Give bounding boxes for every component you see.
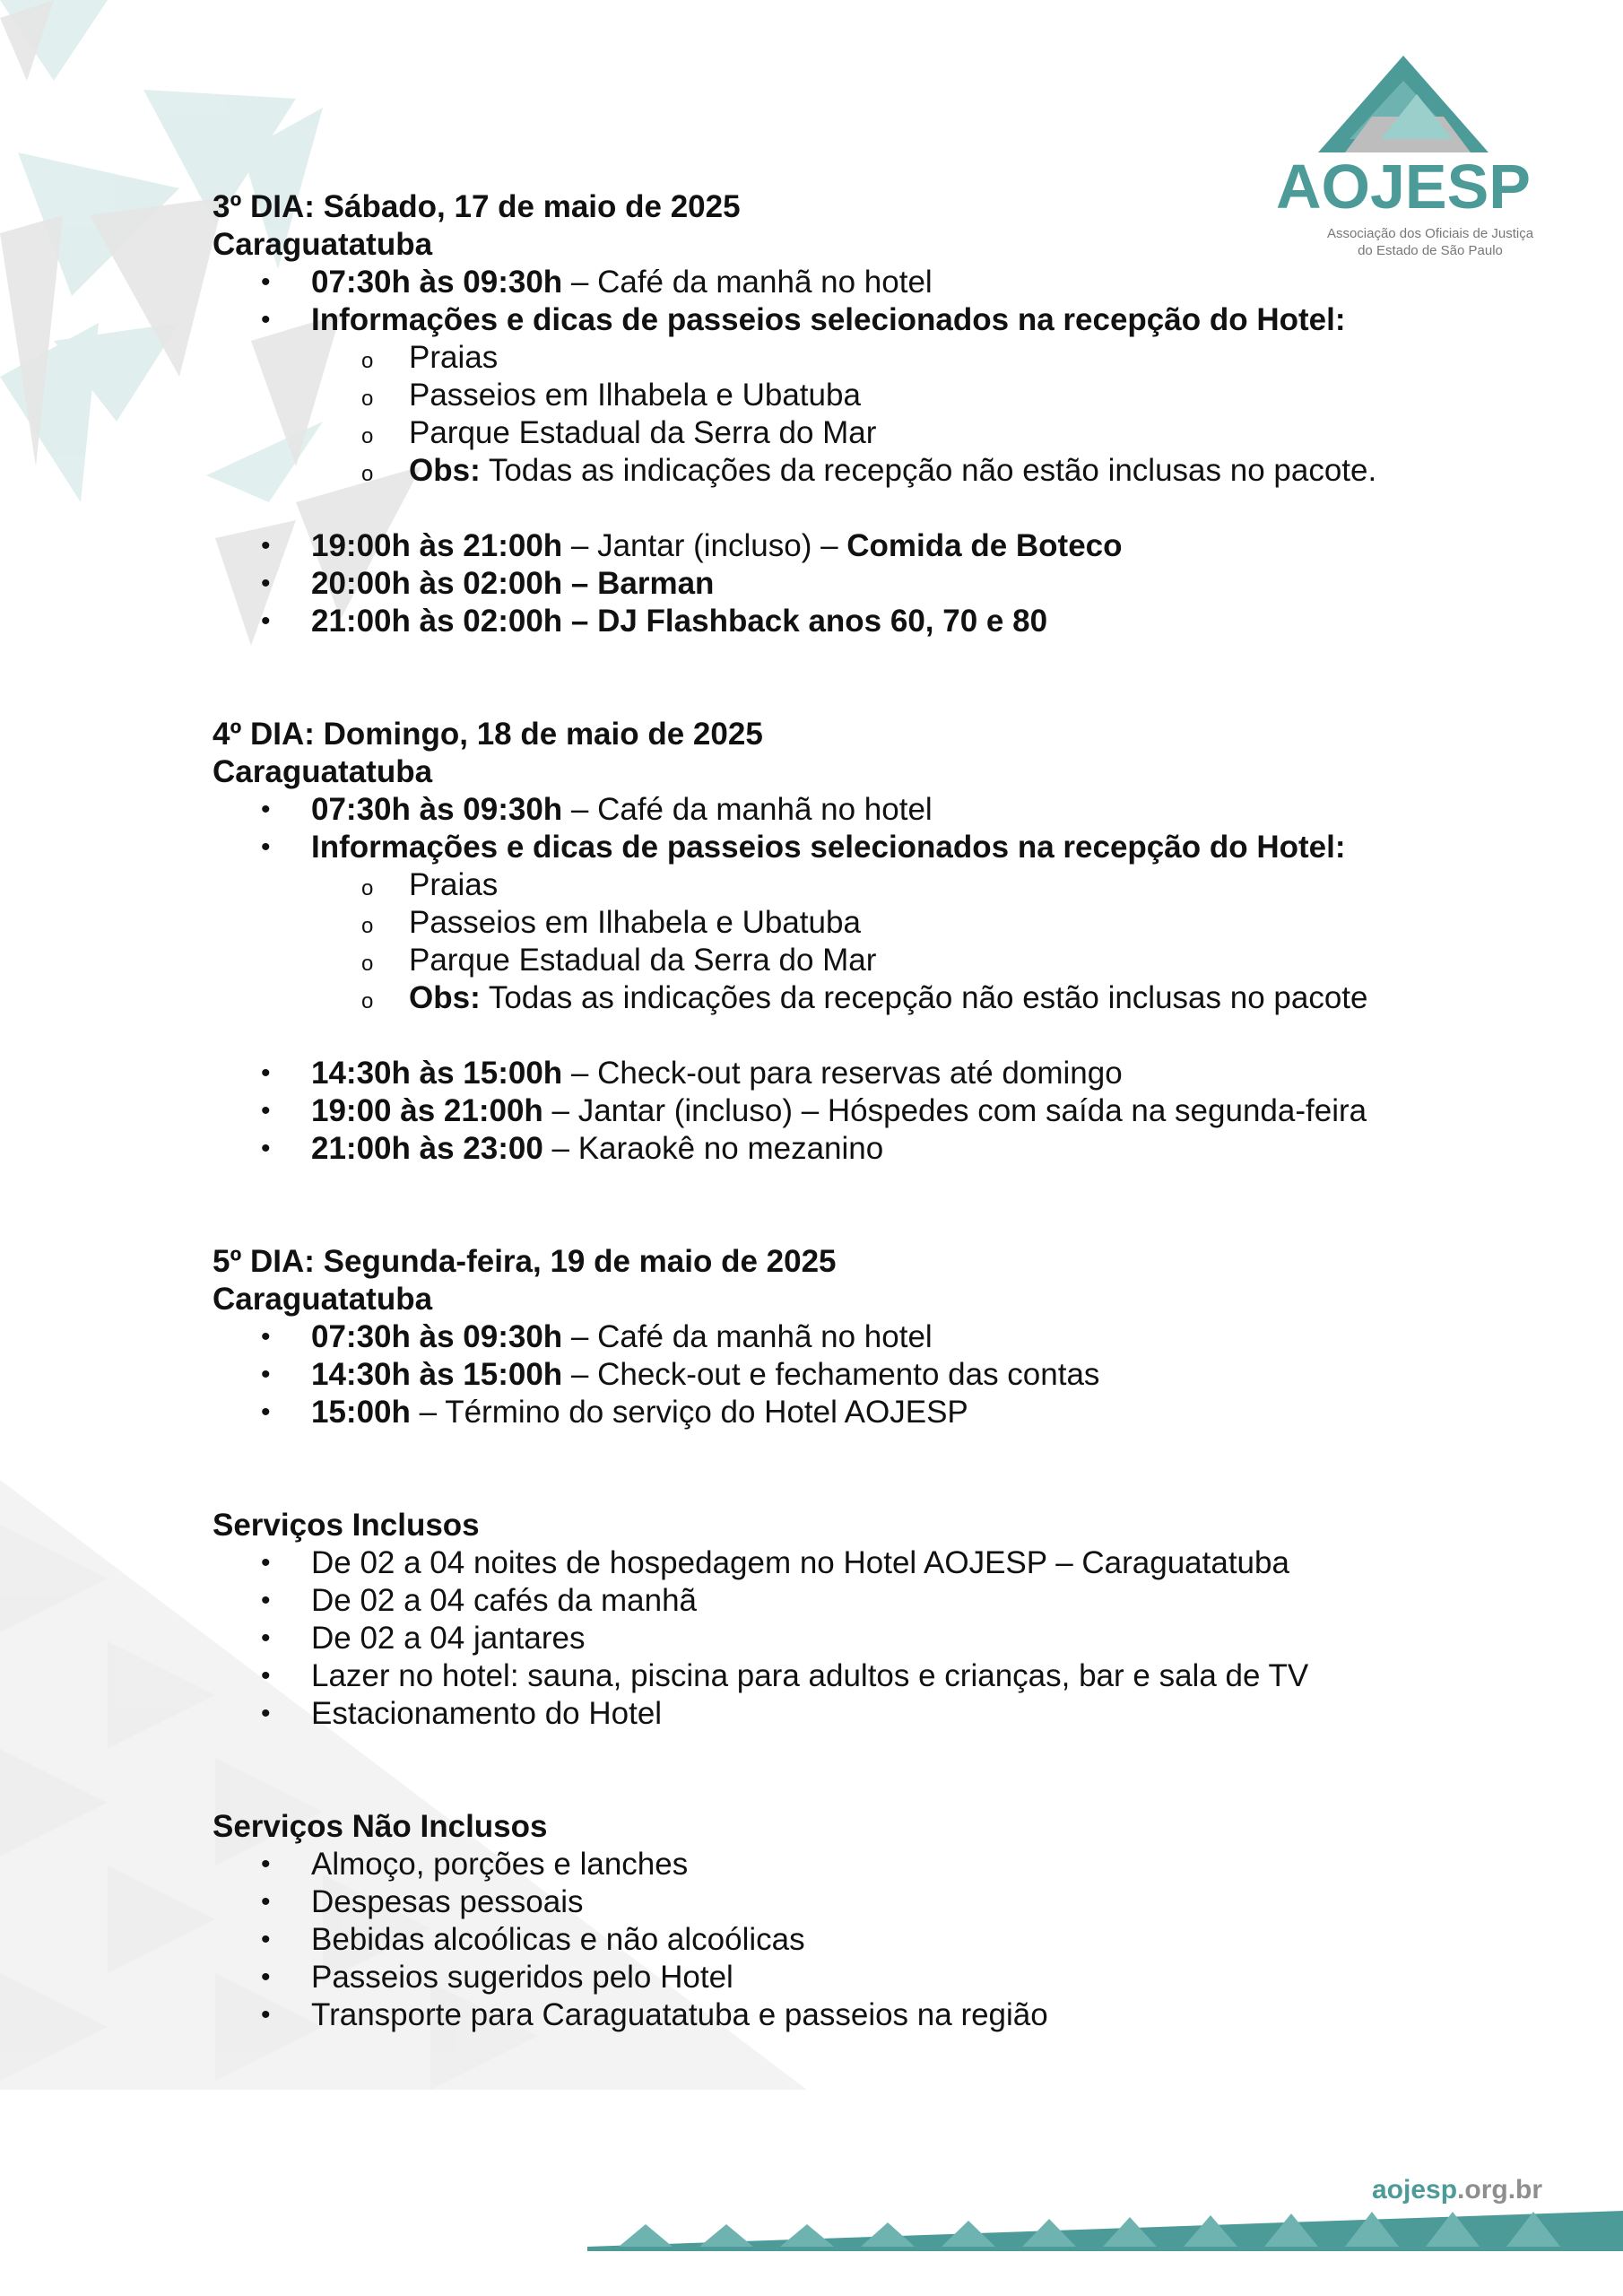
list-item: • Estacionamento do Hotel — [213, 1695, 1558, 1733]
list-item: • Almoço, porções e lanches — [213, 1846, 1558, 1883]
list-item: • De 02 a 04 cafés da manhã — [213, 1582, 1558, 1620]
logo-subtitle-1: Associação dos Oficiais de Justiça — [1326, 226, 1534, 241]
logo-subtitle-2: do Estado de São Paulo — [1358, 243, 1503, 258]
sub-list-item: o Praias — [213, 339, 1558, 377]
sub-list-item: o Passeios em Ilhabela e Ubatuba — [213, 377, 1558, 414]
list-item: • 15:00h – Término do serviço do Hotel AOJESP — [213, 1394, 1558, 1431]
list-item: • 21:00h às 23:00 – Karaokê no mezanino — [213, 1130, 1558, 1168]
sub-list-item: o Passeios em Ilhabela e Ubatuba — [213, 904, 1558, 942]
logo-wordmark: AOJESP — [1276, 152, 1531, 222]
sub-list-item: o Parque Estadual da Serra do Mar — [213, 414, 1558, 452]
itinerary-content — [213, 188, 1558, 2034]
list-item: • Lazer no hotel: sauna, piscina para adultos e crianças, bar e sala de TV — [213, 1657, 1558, 1695]
list-item: • Transporte para Caraguatatuba e passeios na região — [213, 1996, 1558, 2034]
day4-title: 4º DIA: Domingo, 18 de maio de 2025 — [213, 717, 763, 752]
list-item: • 19:00 às 21:00h – Jantar (incluso) – Hóspedes com saída na segunda-feira — [213, 1092, 1558, 1130]
list-item: • Passeios sugeridos pelo Hotel — [213, 1959, 1558, 1996]
list-item: • Despesas pessoais — [213, 1883, 1558, 1921]
list-item: • Informações e dicas de passeios selecionados na recepção do Hotel: — [213, 829, 1558, 866]
list-item: • De 02 a 04 noites de hospedagem no Hotel AOJESP – Caraguatatuba — [213, 1544, 1558, 1582]
included-title: Serviços Inclusos — [213, 1508, 480, 1543]
day3-title: 3º DIA: Sábado, 17 de maio de 2025 — [213, 189, 741, 224]
list-item: • 14:30h às 15:00h – Check-out e fechamento das contas — [213, 1356, 1558, 1394]
day3-city: Caraguatatuba — [213, 227, 433, 262]
list-item: • 07:30h às 09:30h – Café da manhã no hotel — [213, 791, 1558, 829]
not-included-title: Serviços Não Inclusos — [213, 1809, 548, 1844]
sub-list-item: o Parque Estadual da Serra do Mar — [213, 942, 1558, 979]
list-item: • 07:30h às 09:30h – Café da manhã no hotel — [213, 264, 1558, 301]
list-item: • 07:30h às 09:30h – Café da manhã no hotel — [213, 1318, 1558, 1356]
footer-stripe — [587, 2211, 1623, 2251]
list-item: • 21:00h às 02:00h – DJ Flashback anos 60, 70 e 80 — [213, 603, 1558, 640]
sub-list-item-obs: o Obs: Todas as indicações da recepção não estão inclusas no pacote — [213, 979, 1558, 1017]
day5-title: 5º DIA: Segunda-feira, 19 de maio de 2025 — [213, 1244, 837, 1279]
footer-website[interactable]: aojesp.org.br — [1372, 2175, 1543, 2205]
day4-city: Caraguatatuba — [213, 754, 433, 789]
day5-city: Caraguatatuba — [213, 1282, 433, 1317]
list-item: • 20:00h às 02:00h – Barman — [213, 565, 1558, 603]
list-item: • De 02 a 04 jantares — [213, 1620, 1558, 1657]
sub-list-item-obs: o Obs: Todas as indicações da recepção não estão inclusas no pacote. — [213, 452, 1558, 490]
list-item: • Informações e dicas de passeios selecionados na recepção do Hotel: — [213, 301, 1558, 339]
sub-list-item: o Praias — [213, 866, 1558, 904]
list-item: • Bebidas alcoólicas e não alcoólicas — [213, 1921, 1558, 1959]
list-item: • 19:00h às 21:00h – Jantar (incluso) – Comida de Boteco — [213, 527, 1558, 565]
list-item: • 14:30h às 15:00h – Check-out para reservas até domingo — [213, 1055, 1558, 1092]
